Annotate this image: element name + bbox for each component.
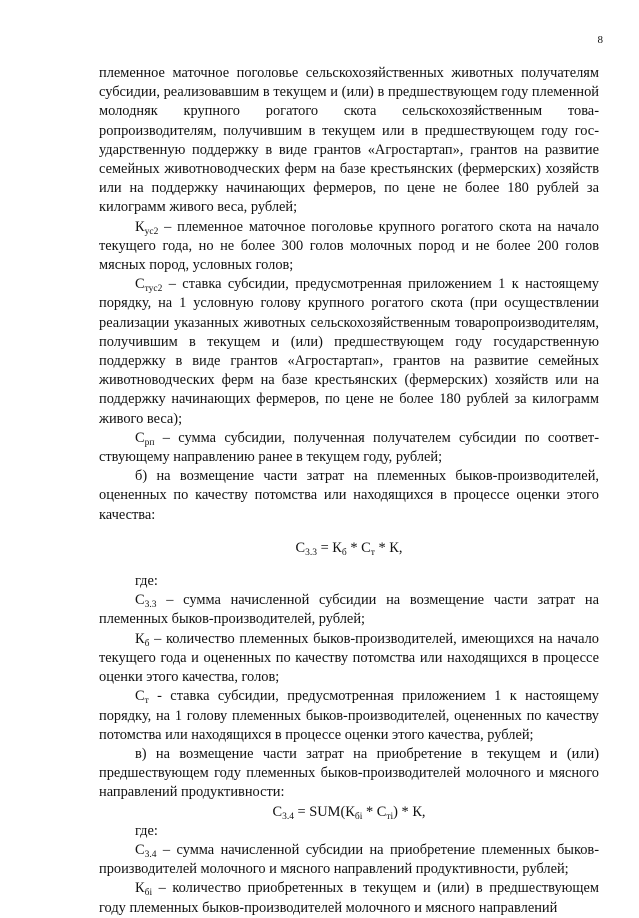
- where-label: [99, 572, 599, 591]
- text-run: С: [135, 841, 145, 858]
- text-run: – сумма начисленной субсидии на приобретение племенных быков-производителей молочного и мясного направлений продуктивности, рублей;: [99, 841, 599, 878]
- text-run: – племенное маточное поголовье крупного рогатого скота на начало текущего года, но не более 300 голов молочных пород и не более 200 голов мясных пород, условных голов;: [99, 218, 599, 274]
- text-run: С: [135, 688, 145, 705]
- text-run: б) на возмещение части затрат на племенных быков-производителей, оцененных по качеству потомства или находящихся в процессе оценки этого качества:: [99, 468, 599, 523]
- text-run: – количество племенных быков-производителей, имеющихся на начало текущего года и оцененных по качеству потомства или находящихся в процессе оценки этого качества, голов;: [99, 630, 599, 686]
- text-run: К: [135, 880, 145, 897]
- text-run: ) * К,: [393, 803, 426, 820]
- paragraph: [99, 591, 599, 629]
- subscript: 3.4: [282, 811, 294, 822]
- text-run: * К,: [374, 539, 403, 556]
- text-run: племенное маточное поголовье сельскохозяйственных животных получателям субсидии, реализовавшим в текущем и (или) в предшествующем году племенной молодняк крупного рогатого скота сельскохозяйственным товаропроизводителям, получившим в текущем или в предшествующем году государственную поддержку в виде грантов «Агростартап», грантов на развитие семейных животноводческих ферм на базе крестьянских (фермерских) хозяйств или на поддержку начинающих фермеров, по цене не более 180 рублей за килограмм живого веса, рублей;: [99, 65, 599, 216]
- text-run: С: [135, 592, 145, 609]
- subscript: бі: [144, 888, 153, 899]
- paragraph: [99, 630, 599, 688]
- text-run: * С: [362, 803, 387, 820]
- paragraph: [99, 275, 599, 429]
- subscript: бі: [354, 811, 363, 822]
- subscript: 3.3: [305, 547, 317, 558]
- subscript: тус2: [144, 284, 163, 295]
- text-run: С: [135, 429, 145, 446]
- text-run: в) на возмещение части затрат на приобретение в текущем и (или) предшествующем году племенных быков-производителей молочного и мясного направлений продуктивности:: [99, 745, 599, 801]
- paragraph: [99, 218, 599, 276]
- text-run: С: [272, 803, 283, 820]
- text-run: – количество приобретенных в текущем и (или) в предшествующем году племенных быков-производителей молочного и мясного направлений: [99, 880, 599, 916]
- text-run: = SUM(К: [293, 803, 355, 820]
- text-run: - ставка субсидии, предусмотренная приложением 1 к настоящему порядку, на 1 голову племенных быков-производителей, оцененных по качеству потомства или находящихся в процессе оценки этого качества, рублей;: [99, 688, 599, 743]
- paragraph: [99, 841, 599, 879]
- text-run: К: [135, 630, 145, 647]
- text-run: – ставка субсидии, предусмотренная приложением 1 к настоящему порядку, на 1 условную голову крупного рогатого скота (при осуществлении реализации указанных животных сельскохозяйственным товаропроизводителям, получившим в текущем и (или) предшествующем году государственную поддержку в виде грантов «Агростартап», грантов на развитие семейных животноводческих ферм на базе крестьянских (фермерских) хозяйств или на поддержку начинающих фермеров, по цене не более 180 рублей за килограмм живого веса);: [99, 276, 599, 427]
- subscript: ус2: [144, 226, 159, 237]
- subscript: рп: [144, 437, 155, 448]
- text-run: С: [135, 276, 145, 293]
- subscript: т: [370, 547, 375, 558]
- paragraph: [99, 879, 599, 917]
- formula: [99, 803, 599, 822]
- subscript: т: [144, 696, 149, 707]
- formula: [99, 539, 599, 558]
- text-run: – сумма начисленной субсидии на возмещение части затрат на племенных быков-производителей, рублей;: [99, 592, 599, 628]
- paragraph: [99, 429, 599, 467]
- subscript: б: [144, 638, 150, 649]
- paragraph: [99, 687, 599, 745]
- text-run: * С: [346, 539, 371, 556]
- text-run: С: [295, 539, 306, 556]
- subscript: 3.3: [144, 600, 157, 611]
- text-run: где:: [135, 573, 158, 590]
- document-body: [99, 64, 599, 918]
- subscript: 3.4: [144, 849, 157, 860]
- paragraph: [99, 64, 599, 218]
- subscript: ті: [386, 811, 394, 822]
- subscript: б: [341, 547, 347, 558]
- text-run: – сумма субсидии, полученная получателем субсидии по соответствующему направлению ранее в текущем году, рублей;: [99, 429, 599, 466]
- paragraph: [99, 467, 599, 525]
- text-run: К: [135, 218, 145, 235]
- page-number: 8: [597, 34, 603, 46]
- text-run: где:: [135, 822, 158, 839]
- where-label: [99, 822, 599, 841]
- text-run: = К: [316, 539, 342, 556]
- paragraph: [99, 745, 599, 803]
